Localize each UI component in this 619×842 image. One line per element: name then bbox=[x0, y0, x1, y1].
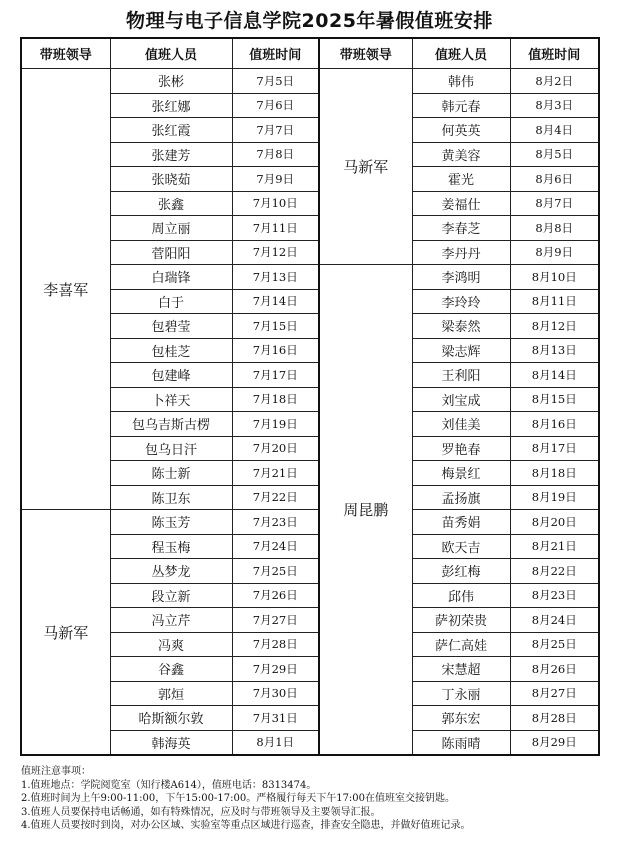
duty-date-cell: 8月3日 bbox=[510, 93, 599, 118]
staff-name-cell: 包建峰 bbox=[110, 363, 232, 388]
note-item: 1.值班地点：学院阅览室（知行楼A614），值班电话：8313474。 bbox=[21, 779, 317, 791]
staff-name-cell: 谷鑫 bbox=[110, 657, 232, 682]
duty-date-cell: 8月26日 bbox=[510, 657, 599, 682]
duty-date-cell: 7月19日 bbox=[232, 412, 319, 437]
staff-name-cell: 梁志辉 bbox=[412, 338, 510, 363]
staff-name-cell: 卜祥天 bbox=[110, 387, 232, 412]
staff-name-cell: 何英英 bbox=[412, 118, 510, 143]
duty-date-cell: 8月6日 bbox=[510, 167, 599, 192]
staff-name-cell: 张鑫 bbox=[110, 191, 232, 216]
staff-name-cell: 姜福仕 bbox=[412, 191, 510, 216]
staff-name-cell: 包乌日汗 bbox=[110, 436, 232, 461]
staff-name-cell: 陈卫东 bbox=[110, 485, 232, 510]
duty-date-cell: 7月14日 bbox=[232, 289, 319, 314]
staff-name-cell: 梁泰然 bbox=[412, 314, 510, 339]
staff-name-cell: 刘佳美 bbox=[412, 412, 510, 437]
duty-date-cell: 8月20日 bbox=[510, 510, 599, 535]
duty-date-cell: 7月21日 bbox=[232, 461, 319, 486]
duty-date-cell: 8月2日 bbox=[510, 69, 599, 94]
staff-name-cell: 段立新 bbox=[110, 583, 232, 608]
duty-date-cell: 8月12日 bbox=[510, 314, 599, 339]
staff-name-cell: 包碧莹 bbox=[110, 314, 232, 339]
duty-date-cell: 7月15日 bbox=[232, 314, 319, 339]
duty-date-cell: 8月17日 bbox=[510, 436, 599, 461]
header-leader-right: 带班领导 bbox=[319, 38, 412, 69]
staff-name-cell: 苗秀娟 bbox=[412, 510, 510, 535]
staff-name-cell: 李丹丹 bbox=[412, 240, 510, 265]
duty-date-cell: 7月6日 bbox=[232, 93, 319, 118]
duty-date-cell: 8月27日 bbox=[510, 681, 599, 706]
header-leader-left: 带班领导 bbox=[21, 38, 110, 69]
staff-name-cell: 霍光 bbox=[412, 167, 510, 192]
duty-date-cell: 8月7日 bbox=[510, 191, 599, 216]
header-staff-right: 值班人员 bbox=[412, 38, 510, 69]
duty-date-cell: 7月31日 bbox=[232, 706, 319, 731]
duty-date-cell: 8月10日 bbox=[510, 265, 599, 290]
note-item: 2.值班时间为上午9:00-11:00，下午15:00-17:00。严格履行每天下午17:00在值班室交接钥匙。 bbox=[21, 793, 456, 804]
duty-date-cell: 8月11日 bbox=[510, 289, 599, 314]
staff-name-cell: 梅景红 bbox=[412, 461, 510, 486]
leader-cell: 周昆鹏 bbox=[319, 265, 412, 756]
duty-date-cell: 8月16日 bbox=[510, 412, 599, 437]
duty-date-cell: 8月25日 bbox=[510, 632, 599, 657]
staff-name-cell: 宋慧超 bbox=[412, 657, 510, 682]
staff-name-cell: 李春芝 bbox=[412, 216, 510, 241]
notes-heading: 值班注意事项： bbox=[21, 766, 91, 777]
table-row bbox=[21, 510, 599, 535]
duty-date-cell: 8月24日 bbox=[510, 608, 599, 633]
staff-name-cell: 孟扬旗 bbox=[412, 485, 510, 510]
staff-name-cell: 丛梦龙 bbox=[110, 559, 232, 584]
staff-name-cell: 包桂芝 bbox=[110, 338, 232, 363]
staff-name-cell: 菅阳阳 bbox=[110, 240, 232, 265]
leader-cell: 马新军 bbox=[21, 510, 110, 756]
duty-date-cell: 8月14日 bbox=[510, 363, 599, 388]
leader-cell: 李喜军 bbox=[21, 69, 110, 510]
staff-name-cell: 郭东宏 bbox=[412, 706, 510, 731]
leader-cell: 马新军 bbox=[319, 69, 412, 265]
duty-date-cell: 7月16日 bbox=[232, 338, 319, 363]
duty-date-cell: 7月23日 bbox=[232, 510, 319, 535]
duty-date-cell: 8月18日 bbox=[510, 461, 599, 486]
duty-date-cell: 7月22日 bbox=[232, 485, 319, 510]
staff-name-cell: 张红娜 bbox=[110, 93, 232, 118]
header-date-right: 值班时间 bbox=[510, 38, 599, 69]
staff-name-cell: 张彬 bbox=[110, 69, 232, 94]
duty-date-cell: 8月4日 bbox=[510, 118, 599, 143]
staff-name-cell: 陈雨晴 bbox=[412, 730, 510, 755]
staff-name-cell: 李鸿明 bbox=[412, 265, 510, 290]
duty-date-cell: 7月10日 bbox=[232, 191, 319, 216]
staff-name-cell: 韩海英 bbox=[110, 730, 232, 755]
duty-date-cell: 7月13日 bbox=[232, 265, 319, 290]
duty-date-cell: 8月19日 bbox=[510, 485, 599, 510]
staff-name-cell: 周立丽 bbox=[110, 216, 232, 241]
duty-date-cell: 7月26日 bbox=[232, 583, 319, 608]
table-header-row bbox=[21, 38, 599, 69]
duty-date-cell: 8月9日 bbox=[510, 240, 599, 265]
staff-name-cell: 萨初荣贵 bbox=[412, 608, 510, 633]
header-date-left: 值班时间 bbox=[232, 38, 319, 69]
staff-name-cell: 邱伟 bbox=[412, 583, 510, 608]
staff-name-cell: 哈斯额尔敦 bbox=[110, 706, 232, 731]
staff-name-cell: 萨仁高娃 bbox=[412, 632, 510, 657]
duty-date-cell: 8月29日 bbox=[510, 730, 599, 755]
duty-date-cell: 8月21日 bbox=[510, 534, 599, 559]
staff-name-cell: 韩伟 bbox=[412, 69, 510, 94]
duty-date-cell: 7月5日 bbox=[232, 69, 319, 94]
staff-name-cell: 彭红梅 bbox=[412, 559, 510, 584]
staff-name-cell: 白于 bbox=[110, 289, 232, 314]
staff-name-cell: 张红霞 bbox=[110, 118, 232, 143]
staff-name-cell: 郭烜 bbox=[110, 681, 232, 706]
duty-date-cell: 7月17日 bbox=[232, 363, 319, 388]
page-title: 物理与电子信息学院2025年暑假值班安排 bbox=[126, 10, 493, 32]
duty-date-cell: 7月11日 bbox=[232, 216, 319, 241]
duty-date-cell: 8月13日 bbox=[510, 338, 599, 363]
duty-date-cell: 7月29日 bbox=[232, 657, 319, 682]
staff-name-cell: 韩元春 bbox=[412, 93, 510, 118]
staff-name-cell: 陈玉芳 bbox=[110, 510, 232, 535]
staff-name-cell: 陈士新 bbox=[110, 461, 232, 486]
duty-date-cell: 8月15日 bbox=[510, 387, 599, 412]
duty-date-cell: 7月7日 bbox=[232, 118, 319, 143]
staff-name-cell: 包乌吉斯古楞 bbox=[110, 412, 232, 437]
staff-name-cell: 李玲玲 bbox=[412, 289, 510, 314]
staff-name-cell: 张建芳 bbox=[110, 142, 232, 167]
duty-date-cell: 7月27日 bbox=[232, 608, 319, 633]
duty-date-cell: 8月23日 bbox=[510, 583, 599, 608]
duty-date-cell: 8月1日 bbox=[232, 730, 319, 755]
note-item: 3.值班人员要保持电话畅通，如有特殊情况，应及时与带班领导及主要领导汇报。 bbox=[21, 806, 381, 818]
schedule-body bbox=[21, 69, 599, 756]
staff-name-cell: 罗艳春 bbox=[412, 436, 510, 461]
duty-date-cell: 8月28日 bbox=[510, 706, 599, 731]
table-row bbox=[21, 69, 599, 94]
staff-name-cell: 冯爽 bbox=[110, 632, 232, 657]
duty-date-cell: 7月8日 bbox=[232, 142, 319, 167]
duty-date-cell: 7月12日 bbox=[232, 240, 319, 265]
staff-name-cell: 丁永丽 bbox=[412, 681, 510, 706]
staff-name-cell: 白瑞锋 bbox=[110, 265, 232, 290]
staff-name-cell: 欧天吉 bbox=[412, 534, 510, 559]
notes-section bbox=[21, 765, 611, 833]
duty-date-cell: 8月5日 bbox=[510, 142, 599, 167]
staff-name-cell: 黄美容 bbox=[412, 142, 510, 167]
staff-name-cell: 刘宝成 bbox=[412, 387, 510, 412]
duty-date-cell: 7月30日 bbox=[232, 681, 319, 706]
duty-date-cell: 8月8日 bbox=[510, 216, 599, 241]
duty-schedule-table bbox=[20, 37, 600, 756]
header-staff-left: 值班人员 bbox=[110, 38, 232, 69]
duty-date-cell: 7月24日 bbox=[232, 534, 319, 559]
duty-date-cell: 7月20日 bbox=[232, 436, 319, 461]
note-item: 4.值班人员要按时到岗，对办公区域、实验室等重点区域进行巡查，排查安全隐患，并做好值班记录。 bbox=[21, 820, 471, 831]
duty-date-cell: 7月25日 bbox=[232, 559, 319, 584]
duty-date-cell: 7月28日 bbox=[232, 632, 319, 657]
duty-date-cell: 7月9日 bbox=[232, 167, 319, 192]
staff-name-cell: 冯立芹 bbox=[110, 608, 232, 633]
staff-name-cell: 王利阳 bbox=[412, 363, 510, 388]
duty-date-cell: 7月18日 bbox=[232, 387, 319, 412]
duty-date-cell: 8月22日 bbox=[510, 559, 599, 584]
staff-name-cell: 张晓茹 bbox=[110, 167, 232, 192]
staff-name-cell: 程玉梅 bbox=[110, 534, 232, 559]
